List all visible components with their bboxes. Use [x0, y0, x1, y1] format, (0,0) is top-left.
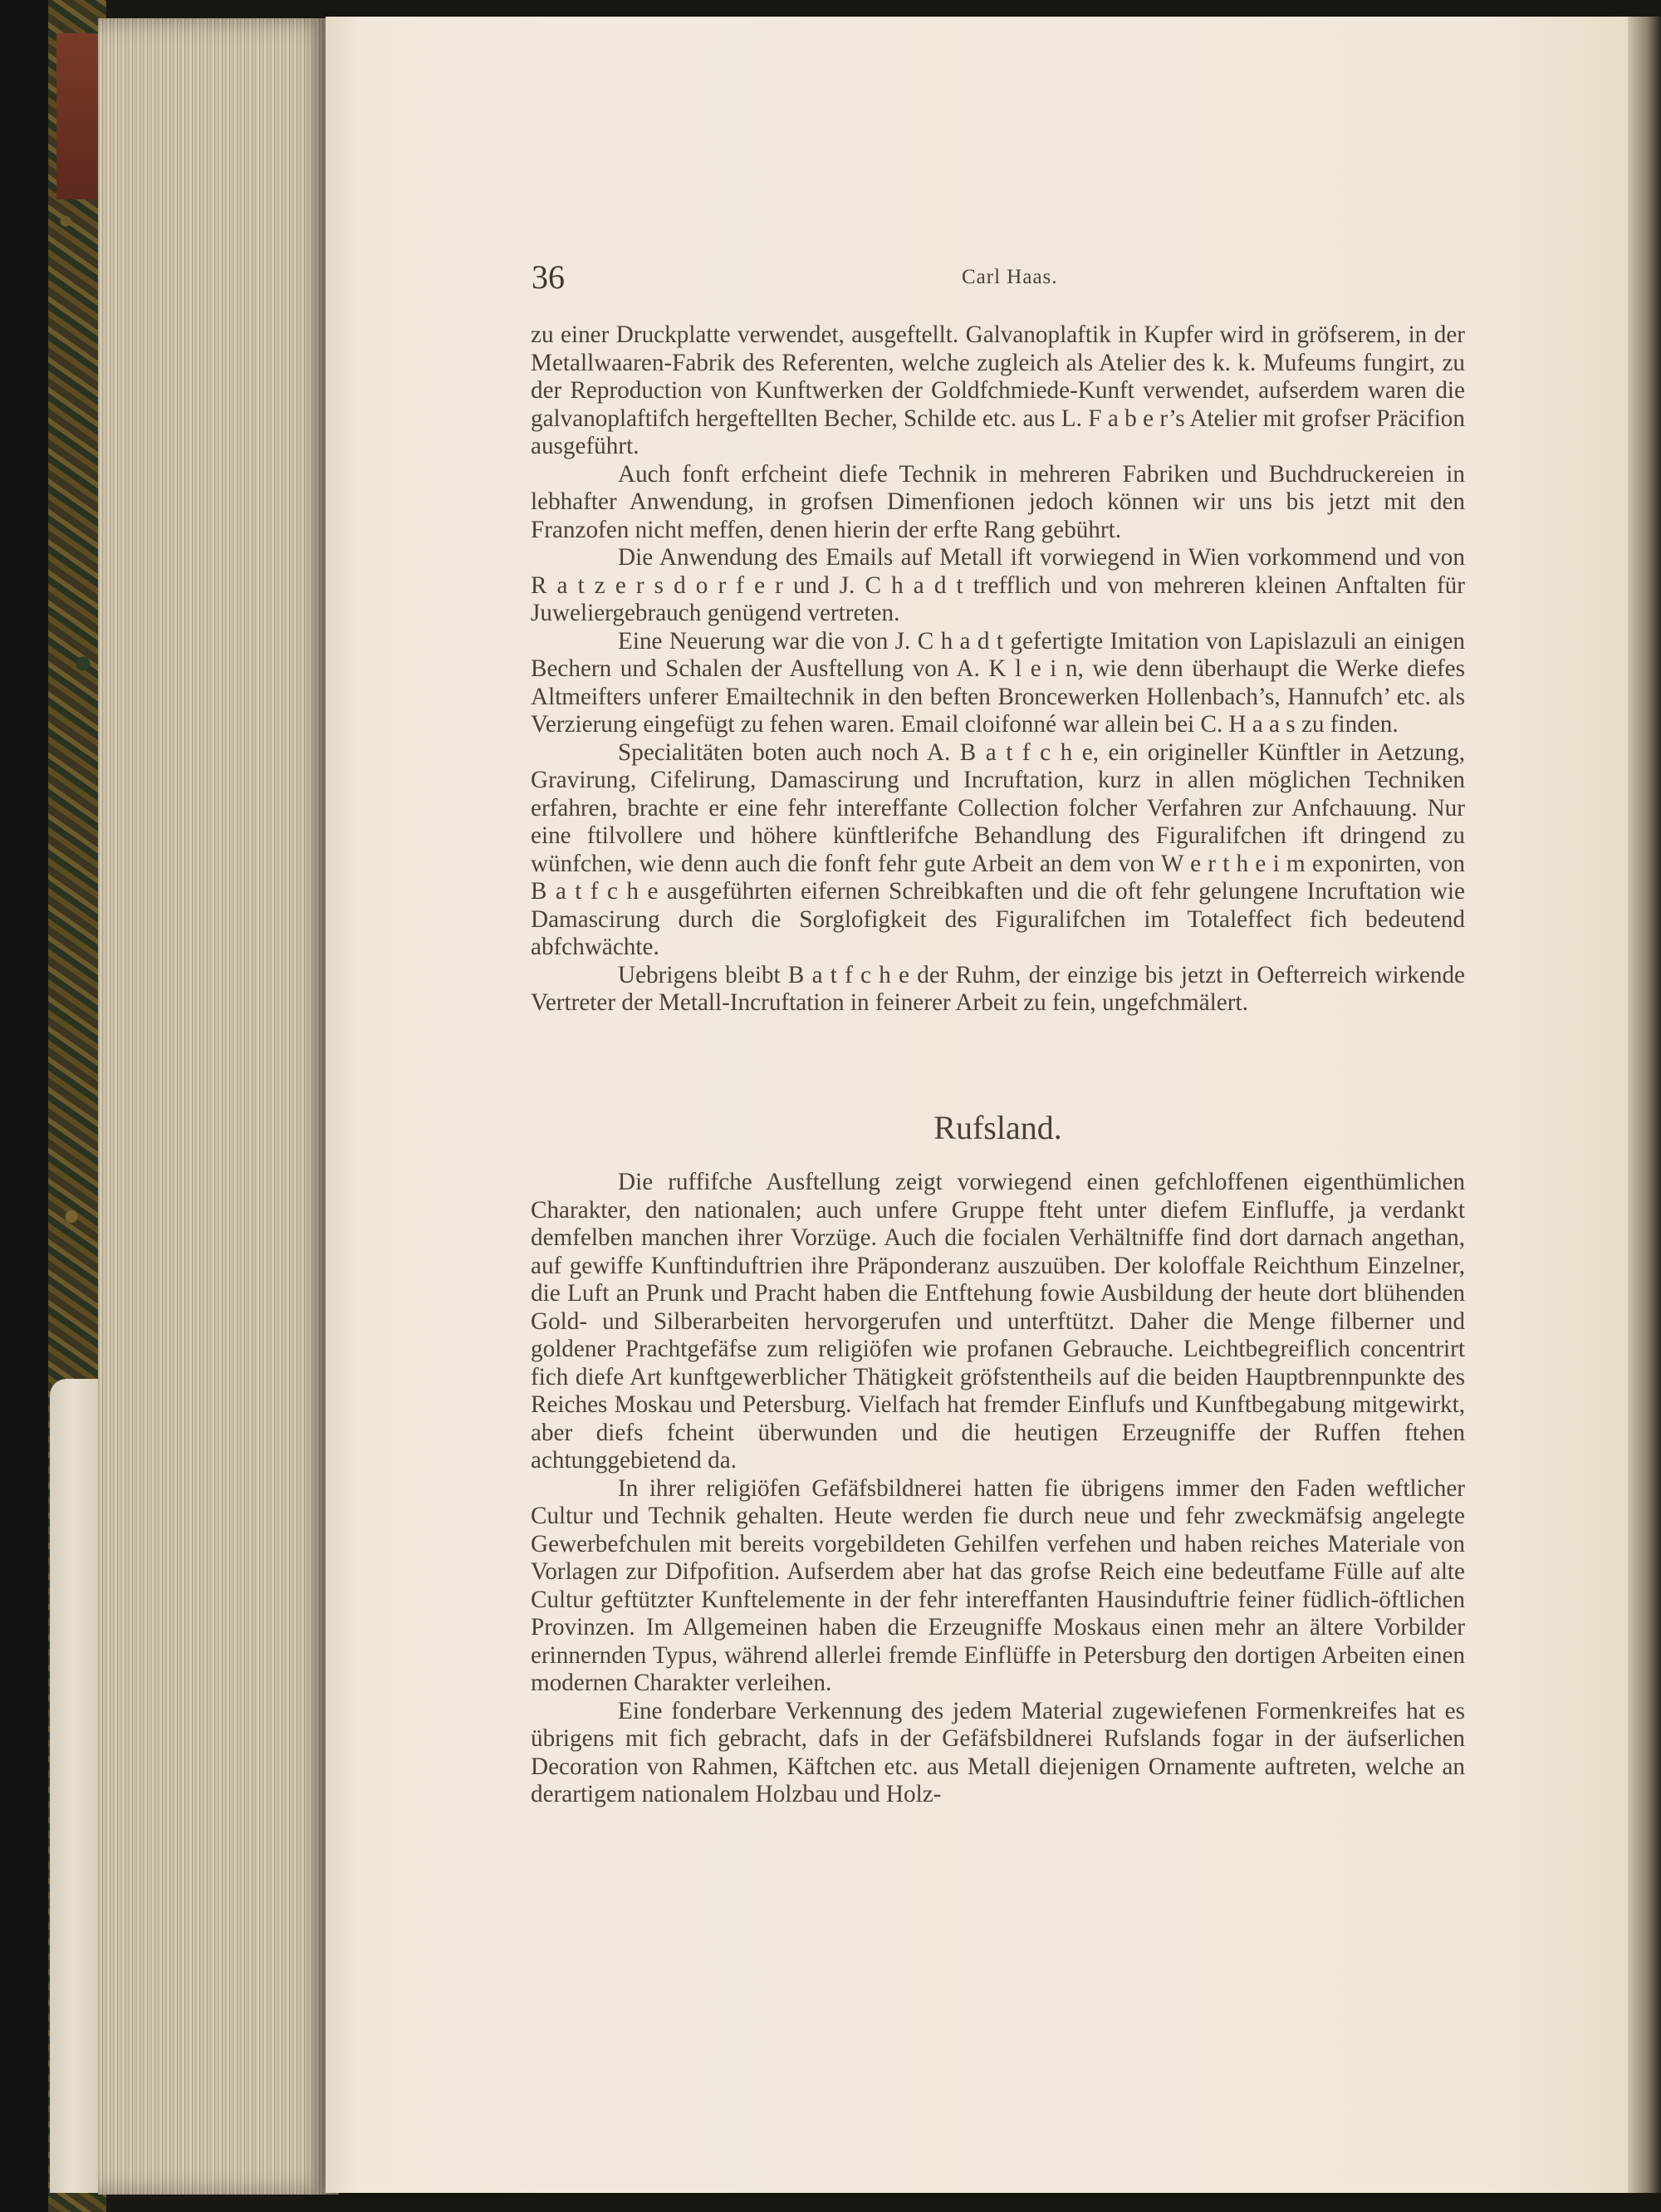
right-page-edge [1628, 17, 1661, 2193]
section-text [531, 1169, 1465, 1809]
paragraph: Auch fonft erfcheint diefe Technik in mehreren Fabriken und Buchdruckereien in lebhafter Anwendung, in grofsen Dimenfionen jedoch können wir uns bis jetzt mit den Franzofen nicht meffen, denen hierin der erfte Rang gebührt. [531, 460, 1465, 543]
paragraph: Eine fonderbare Verkennung des jedem Material zugewiefenen Formenkreifes hat es übrigens mit fich gebracht, dafs in der Gefäfsbildnerei Rufslands fogar in der äufserlichen Decoration von Rahmen, Käftchen etc. aus Metall diejenigen Ornamente auftreten, welche an derartigem nationalem Holzbau und Holz- [531, 1697, 1465, 1807]
body-text [531, 321, 1465, 1018]
paragraph: Die ruffifche Ausftellung zeigt vorwiegend einen gefchloffenen eigenthümlichen Charakter, den nationalen; auch unfere Gruppe fteht unter diefem Einfluffe, ja verdankt demfelben manchen ihrer Vorzüge. Auch die focialen Verhältniffe find dort darnach angethan, auf gewiffe Kunftinduftrien ihre Präponderanz auszuüben. Der koloffale Reichthum Einzelner, die Luft an Prunk und Pracht haben die Entftehung fowie Ausbildung der heute dort blühenden Gold- und Silberarbeiten hervorgerufen und unterftützt. Daher die Menge filberner und goldener Prachtgefäfse zum religiöfen wie profanen Gebrauche. Leichtbegreiflich concentrirt fich diefe Art kunftgewerblicher Thätigkeit gröfstentheils auf die beiden Hauptbrennpunkte des Reiches Moskau und Petersburg. Vielfach hat fremder Einflufs und Kunftbegabung mitgewirkt, aber diefs fcheint überwunden und die heutigen Erzeugniffe der Ruffen ftehen achtunggebietend da. [531, 1169, 1465, 1474]
paragraph: Uebrigens bleibt B a t f c h e der Ruhm, der einzige bis jetzt in Oefterreich wirkende Vertreter der Metall-Incruftation in feinerer Arbeit zu fein, ungefchmälert. [531, 961, 1465, 1016]
paragraph: Specialitäten boten auch noch A. B a t f c h e, ein origineller Künftler in Aetzung, Gravirung, Cifelirung, Damascirung und Incruftation, kurz in allen möglichen Techniken erfahren, brachte er eine fehr intereffante Collection folcher Verfahren zur Anfchauung. Nur eine ftilvollere und höhere künftlerifche Behandlung des Figuralifchen ift dringend zu wünfchen, wie denn auch die fonft fehr gute Arbeit an dem von W e r t h e i m exponirten, von B a t f c h e ausgeführten eifernen Schreibkaften und die oft fehr gelungene Incruftation wie Damascirung durch die Sorglofigkeit des Figuralifchen im Totaleffect fich bedeutend abfchwächte. [531, 738, 1465, 960]
running-head: Carl Haas. [962, 266, 1058, 288]
paragraph: Die Anwendung des Emails auf Metall ift vorwiegend in Wien vorkommend und von R a t z e r s d o r f e r und J. C h a d t trefflich und von mehreren kleinen Anftalten für Juweliergebrauch genügend vertreten. [531, 544, 1465, 626]
page-number: 36 [532, 258, 565, 296]
scanner-background [0, 0, 51, 2212]
paragraph: In ihrer religiöfen Gefäfsbildnerei hatten fie übrigens immer den Faden weftlicher Cultur und Technik gehalten. Heute werden fie durch neue und fehr zweckmäfsig angelegte Gewerbefchulen mit bereits vorgebildeten Gehilfen verfehen und haben reiches Materiale von Vorlagen zur Difpofition. Aufserdem aber hat das grofse Reich eine bedeutfame Fülle auf alte Cultur geftützter Kunftelemente in der fehr intereffanten Hausinduftrie feiner füdlich-öftlichen Provinzen. Im Allgemeinen haben die Erzeugniffe Moskaus einen mehr an ältere Vorbilder erinnernden Typus, während allerlei fremde Einflüffe in Petersburg den dortigen Arbeiten einen modernen Charakter verleihen. [531, 1474, 1465, 1696]
paragraph: zu einer Druckplatte verwendet, ausgeftellt. Galvanoplaftik in Kupfer wird in gröfserem, in der Metallwaaren-Fabrik des Referenten, welche zugleich als Atelier des k. k. Mufeums fungirt, zu der Reproduction von Kunftwerken der Goldfchmiede-Kunft verwendet, aufserdem waren die galvanoplaftifch hergeftellten Becher, Schilde etc. aus L. F a b e r’s Atelier mit grofser Präcifion ausgeführt. [531, 321, 1465, 459]
section-heading: Rufsland. [933, 1109, 1062, 1146]
paragraph: Eine Neuerung war die von J. C h a d t gefertigte Imitation von Lapislazuli an einigen Bechern und Schalen der Ausftellung von A. K l e i n, wie denn überhaupt die Werke diefes Altmeifters unferer Emailtechnik in den beften Broncewerken Hollenbach’s, Hannufch’ etc. als Verzierung eingefügt zu fehen waren. Email cloifonné war allein bei C. H a a s zu finden. [531, 627, 1465, 738]
page-block-edges [98, 18, 339, 2195]
